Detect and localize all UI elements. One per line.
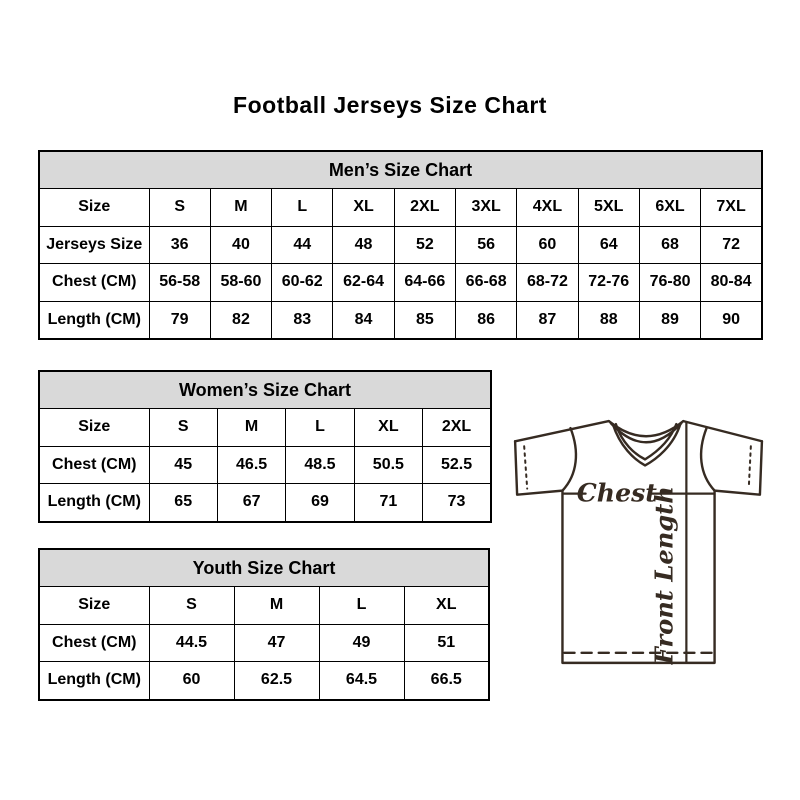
table-row bbox=[39, 484, 491, 522]
table-row bbox=[39, 662, 489, 700]
table-row bbox=[39, 301, 762, 339]
womens-size-table bbox=[38, 370, 492, 523]
size-cell: 50.5 bbox=[354, 446, 422, 484]
jersey-armhole-right bbox=[701, 428, 714, 490]
sleeve-stitch-left bbox=[524, 446, 527, 488]
size-cell: 68-72 bbox=[517, 264, 578, 302]
size-cell: L bbox=[319, 587, 404, 625]
page-title: Football Jerseys Size Chart bbox=[233, 92, 547, 118]
size-cell: 52 bbox=[394, 226, 455, 264]
size-cell: 82 bbox=[210, 301, 271, 339]
size-cell: S bbox=[149, 189, 210, 227]
size-cell: 56-58 bbox=[149, 264, 210, 302]
size-cell: 72-76 bbox=[578, 264, 639, 302]
size-cell: 51 bbox=[404, 624, 489, 662]
size-cell: 80-84 bbox=[701, 264, 762, 302]
size-cell: M bbox=[210, 189, 271, 227]
jersey-sleeve-left bbox=[515, 441, 562, 494]
women-table-header-row bbox=[39, 371, 491, 409]
size-cell: XL bbox=[354, 409, 422, 447]
size-cell: 66-68 bbox=[455, 264, 516, 302]
table-row bbox=[39, 446, 491, 484]
table-row bbox=[39, 624, 489, 662]
size-cell: 68 bbox=[639, 226, 700, 264]
women-table-title: Women’s Size Chart bbox=[39, 371, 491, 409]
size-cell: 89 bbox=[639, 301, 700, 339]
table-row bbox=[39, 409, 491, 447]
row-label: Length (CM) bbox=[39, 662, 149, 700]
size-cell: 60-62 bbox=[272, 264, 333, 302]
size-cell: 45 bbox=[149, 446, 217, 484]
size-cell: 48.5 bbox=[286, 446, 354, 484]
size-cell: 67 bbox=[217, 484, 285, 522]
size-cell: 46.5 bbox=[217, 446, 285, 484]
row-label: Jerseys Size bbox=[39, 226, 149, 264]
size-cell: 40 bbox=[210, 226, 271, 264]
row-label: Chest (CM) bbox=[39, 446, 149, 484]
size-cell: 49 bbox=[319, 624, 404, 662]
row-label: Length (CM) bbox=[39, 301, 149, 339]
size-cell: 64-66 bbox=[394, 264, 455, 302]
jersey-body bbox=[562, 491, 714, 663]
size-cell: 73 bbox=[423, 484, 491, 522]
row-label: Size bbox=[39, 189, 149, 227]
size-cell: 84 bbox=[333, 301, 394, 339]
youth-table-header-row bbox=[39, 549, 489, 587]
size-cell: L bbox=[286, 409, 354, 447]
size-cell: XL bbox=[333, 189, 394, 227]
jersey-shoulder-right bbox=[683, 421, 762, 441]
size-cell: 60 bbox=[149, 662, 234, 700]
table-row bbox=[39, 226, 762, 264]
chest-label: Chest bbox=[576, 477, 657, 508]
size-cell: S bbox=[149, 587, 234, 625]
size-cell: 52.5 bbox=[423, 446, 491, 484]
size-cell: 83 bbox=[272, 301, 333, 339]
size-cell: 2XL bbox=[394, 189, 455, 227]
jersey-shoulder-left bbox=[515, 421, 609, 441]
size-cell: 44 bbox=[272, 226, 333, 264]
table-row bbox=[39, 189, 762, 227]
size-cell: 62-64 bbox=[333, 264, 394, 302]
size-cell: 69 bbox=[286, 484, 354, 522]
men-table-header-row bbox=[39, 151, 762, 189]
size-cell: L bbox=[272, 189, 333, 227]
size-cell: 72 bbox=[701, 226, 762, 264]
row-label: Chest (CM) bbox=[39, 624, 149, 662]
jersey-sleeve-right bbox=[715, 441, 762, 494]
youth-table-title: Youth Size Chart bbox=[39, 549, 489, 587]
men-table-title: Men’s Size Chart bbox=[39, 151, 762, 189]
size-cell: 90 bbox=[701, 301, 762, 339]
size-cell: M bbox=[217, 409, 285, 447]
youth-size-table bbox=[38, 548, 490, 701]
size-cell: S bbox=[149, 409, 217, 447]
row-label: Size bbox=[39, 409, 149, 447]
jersey-outline bbox=[515, 421, 762, 663]
size-cell: 7XL bbox=[701, 189, 762, 227]
size-cell: 6XL bbox=[639, 189, 700, 227]
size-cell: 64.5 bbox=[319, 662, 404, 700]
size-cell: XL bbox=[404, 587, 489, 625]
size-cell: 47 bbox=[234, 624, 319, 662]
jersey-diagram bbox=[500, 406, 772, 678]
size-cell: 66.5 bbox=[404, 662, 489, 700]
jersey-armhole-left bbox=[562, 428, 575, 490]
size-cell: 56 bbox=[455, 226, 516, 264]
table-row bbox=[39, 587, 489, 625]
row-label: Size bbox=[39, 587, 149, 625]
size-cell: 88 bbox=[578, 301, 639, 339]
size-cell: 3XL bbox=[455, 189, 516, 227]
sleeve-stitch-right bbox=[749, 446, 751, 486]
front-length-label: Front Length bbox=[649, 486, 679, 665]
size-cell: 65 bbox=[149, 484, 217, 522]
size-cell: 60 bbox=[517, 226, 578, 264]
size-cell: 86 bbox=[455, 301, 516, 339]
size-cell: 79 bbox=[149, 301, 210, 339]
size-cell: 2XL bbox=[423, 409, 491, 447]
size-cell: 5XL bbox=[578, 189, 639, 227]
size-cell: 71 bbox=[354, 484, 422, 522]
size-cell: 4XL bbox=[517, 189, 578, 227]
table-row bbox=[39, 264, 762, 302]
mens-size-table bbox=[38, 150, 763, 340]
size-cell: 58-60 bbox=[210, 264, 271, 302]
row-label: Chest (CM) bbox=[39, 264, 149, 302]
row-label: Length (CM) bbox=[39, 484, 149, 522]
size-cell: 62.5 bbox=[234, 662, 319, 700]
size-cell: 87 bbox=[517, 301, 578, 339]
size-cell: 36 bbox=[149, 226, 210, 264]
size-cell: 44.5 bbox=[149, 624, 234, 662]
size-cell: 76-80 bbox=[639, 264, 700, 302]
size-cell: M bbox=[234, 587, 319, 625]
size-cell: 64 bbox=[578, 226, 639, 264]
size-cell: 48 bbox=[333, 226, 394, 264]
size-cell: 85 bbox=[394, 301, 455, 339]
